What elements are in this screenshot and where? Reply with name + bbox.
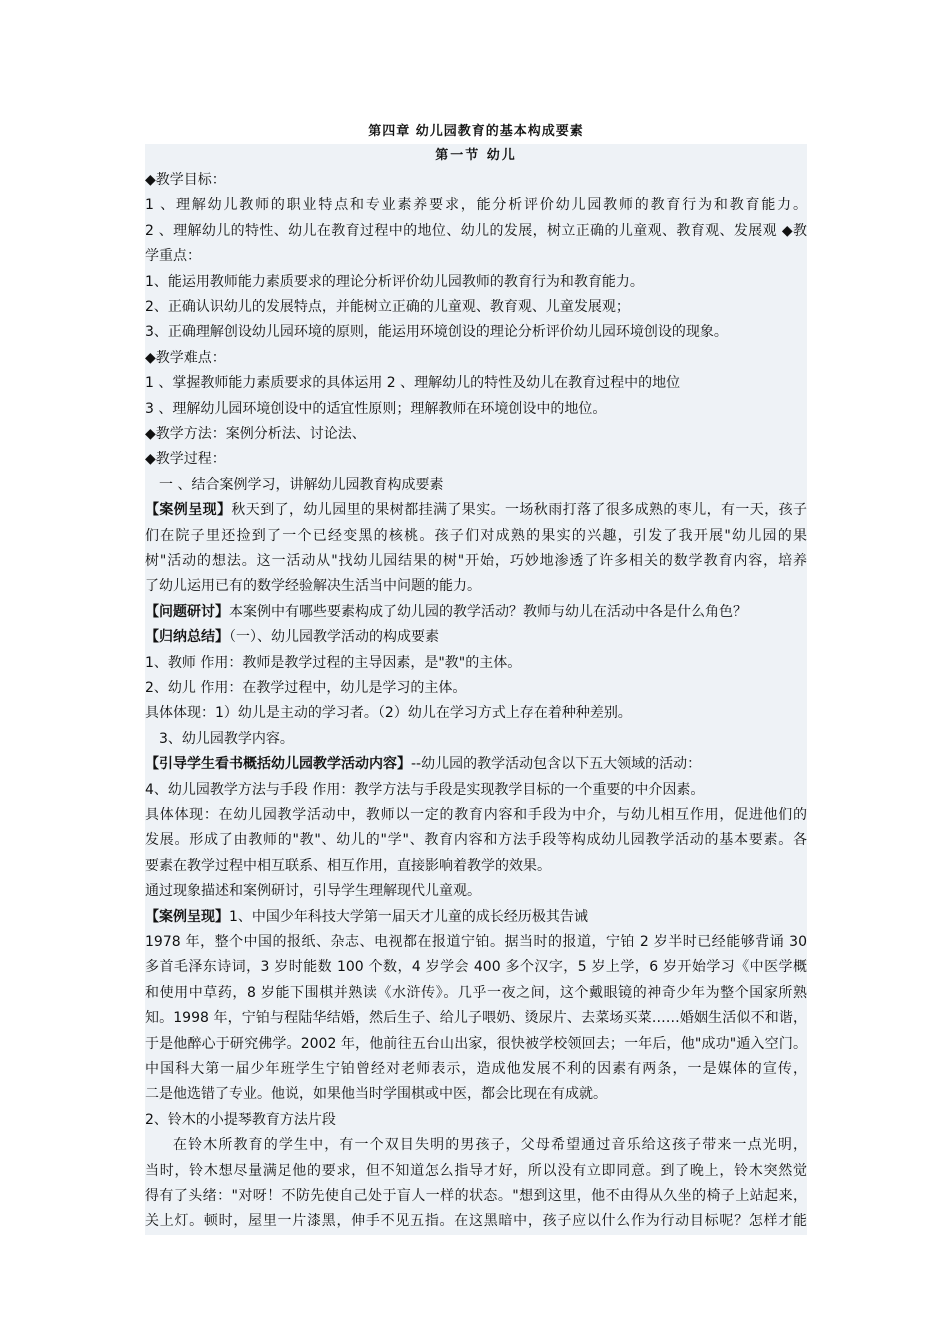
suzuki-text-line: 得有了头绪："对呀！不防先使自己处于盲人一样的状态。"想到这里，他不由得从久坐的椅子上站起来， (145, 1188, 807, 1205)
element-child: 2、幼儿 作用：在教学过程中，幼儿是学习的主体。 (145, 680, 467, 697)
case-2-text-line: 二是他选错了专业。他说，如果他当时学围棋或中医，都会比现在有成就。 (145, 1086, 607, 1103)
guide-reading: 【引导学生看书概括幼儿园教学活动内容】--幼儿园的教学活动包含以下五大领域的活动： (145, 756, 702, 773)
suzuki-text-line: 关上灯。顿时，屋里一片漆黑，伸手不见五指。在这黑暗中，孩子应以什么作为行动目标呢？怎样才能 (145, 1213, 807, 1230)
bracket-label: 【案例呈现】 (145, 502, 232, 519)
case-2-text-line: 1978 年，整个中国的报纸、杂志、电视都在报道宁铂。据当时的报道，宁铂 2 岁半时已经能够背诵 30 (145, 934, 807, 951)
summary-heading: 【归纳总结】（一）、幼儿园教学活动的构成要素 (145, 629, 439, 646)
suzuki-text-line: 当时，铃木想尽量满足他的要求，但不知道怎么指导才好，所以没有立即同意。到了晚上，铃木突然觉 (145, 1162, 807, 1179)
key-point-1: 1、能运用教师能力素质要求的理论分析评价幼儿园教师的教育行为和教育能力。 (145, 273, 644, 290)
case-text-line: 树"活动的想法。这一活动从"找幼儿园结果的树"开始，巧妙地渗透了许多相关的数学教育内容，培养 (145, 553, 807, 570)
case-2-text-line: 和使用中草药，8 岁能下围棋并熟读《水浒传》。几乎一夜之间，这个戴眼镜的神奇少年为整个国家所熟 (145, 984, 807, 1001)
heading-difficulties: ◆教学难点： (145, 349, 226, 366)
key-point-3: 3、正确理解创设幼儿园环境的原则，能运用环境创设的理论分析评价幼儿园环境创设的现象。 (145, 324, 728, 341)
bracket-label: 【引导学生看书概括幼儿园教学活动内容】 (145, 756, 411, 773)
bracket-label: 【问题研讨】 (145, 603, 229, 620)
case-text-line: 了幼儿运用已有的数学经验解决生活当中问题的能力。 (145, 578, 481, 595)
element-methods: 4、幼儿园教学方法与手段 作用：教学方法与手段是实现教学目标的一个重要的中介因素。 (145, 781, 705, 798)
case-2-heading: 【案例呈现】1、中国少年科技大学第一届天才儿童的成长经历极其告诫 (145, 908, 588, 925)
shaded-content-block (145, 144, 807, 1235)
heading-process: ◆教学过程： (145, 451, 226, 468)
document-page (145, 120, 807, 1235)
key-point-2: 2、正确认识幼儿的发展特点，并能树立正确的儿童观、教育观、儿童发展观； (145, 299, 630, 315)
case-2-text-line: 中国科大第一届少年班学生宁铂曾经对老师表示，造成他发展不利的因素有两条，一是媒体的宣传， (145, 1061, 807, 1078)
difficulty-1-2: 1 、掌握教师能力素质要求的具体运用 2 、理解幼儿的特性及幼儿在教育过程中的地位 (145, 375, 681, 392)
heading-teaching-goals: ◆教学目标： (145, 172, 226, 188)
suzuki-heading: 2、铃木的小提琴教育方法片段 (145, 1111, 336, 1128)
element-teacher: 1、教师 作用：教师是教学过程的主导因素，是"教"的主体。 (145, 654, 522, 671)
methods-detail-line: 发展。形成了由教师的"教"、幼儿的"学"、教育内容和方法手段等构成幼儿园教学活动的基本要素。各 (145, 832, 807, 849)
heading-key-points: 学重点： (145, 248, 201, 265)
goal-item-1: 1 、理解幼儿教师的职业特点和专业素养要求，能分析评价幼儿园教师的教育行为和教育能力。 (145, 197, 807, 214)
chapter-title: 第四章 幼儿园教育的基本构成要素 (368, 124, 584, 139)
case-text-line: 们在院子里还捡到了一个已经变黑的核桃。孩子们对成熟的果实的兴趣，引发了我开展"幼儿园的果 (145, 527, 807, 544)
child-view-intro: 通过现象描述和案例研讨，引导学生理解现代儿童观。 (145, 883, 481, 900)
difficulty-3: 3 、理解幼儿园环境创设中的适宜性原则；理解教师在环境创设中的地位。 (145, 400, 607, 417)
case-text-line: 【案例呈现】秋天到了，幼儿园里的果树都挂满了果实。一场秋雨打落了很多成熟的枣儿，有一天，孩子 (145, 502, 807, 519)
methods-detail-line: 具体体现：在幼儿园教学活动中，教师以一定的教育内容和手段为中介，与幼儿相互作用，促进他们的 (145, 807, 807, 824)
heading-methods: ◆教学方法：案例分析法、讨论法、 (145, 426, 366, 443)
process-step-1: 一 、结合案例学习，讲解幼儿园教育构成要素 (159, 476, 444, 493)
element-content: 3、幼儿园教学内容。 (159, 730, 294, 747)
case-2-text-line: 于是他醉心于研究佛学。2002 年，他前往五台山出家，很快被学校领回去；一年后，他"成功"遁入空门。 (145, 1035, 807, 1052)
case-2-text-line: 知。1998 年，宁铂与程陆华结婚，然后生子、给儿子喂奶、烫尿片、去菜场买菜……婚姻生活似不和谐， (145, 1010, 807, 1027)
case-2-text-line: 多首毛泽东诗词，3 岁时能数 100 个数，4 岁学会 400 多个汉字，5 岁上学，6 岁开始学习《中医学概 (145, 959, 807, 976)
bracket-label: 【案例呈现】 (145, 908, 229, 925)
suzuki-text-line: 在铃木所教育的学生中，有一个双目失明的男孩子，父母希望通过音乐给这孩子带来一点光明， (173, 1137, 807, 1154)
goal-item-2: 2 、理解幼儿的特性、幼儿在教育过程中的地位、幼儿的发展，树立正确的儿童观、教育观、发展观 ◆教 (145, 222, 807, 239)
discussion-question: 【问题研讨】本案例中有哪些要素构成了幼儿园的教学活动？教师与幼儿在活动中各是什么角色？ (145, 603, 747, 620)
bracket-label: 【归纳总结】 (145, 629, 229, 646)
element-child-detail: 具体体现：1）幼儿是主动的学习者。（2）幼儿在学习方式上存在着种种差别。 (145, 705, 632, 722)
section-title: 第一节 幼儿 (435, 148, 517, 163)
methods-detail-line: 要素在教学过程中相互联系、相互作用，直接影响着教学的效果。 (145, 857, 551, 874)
